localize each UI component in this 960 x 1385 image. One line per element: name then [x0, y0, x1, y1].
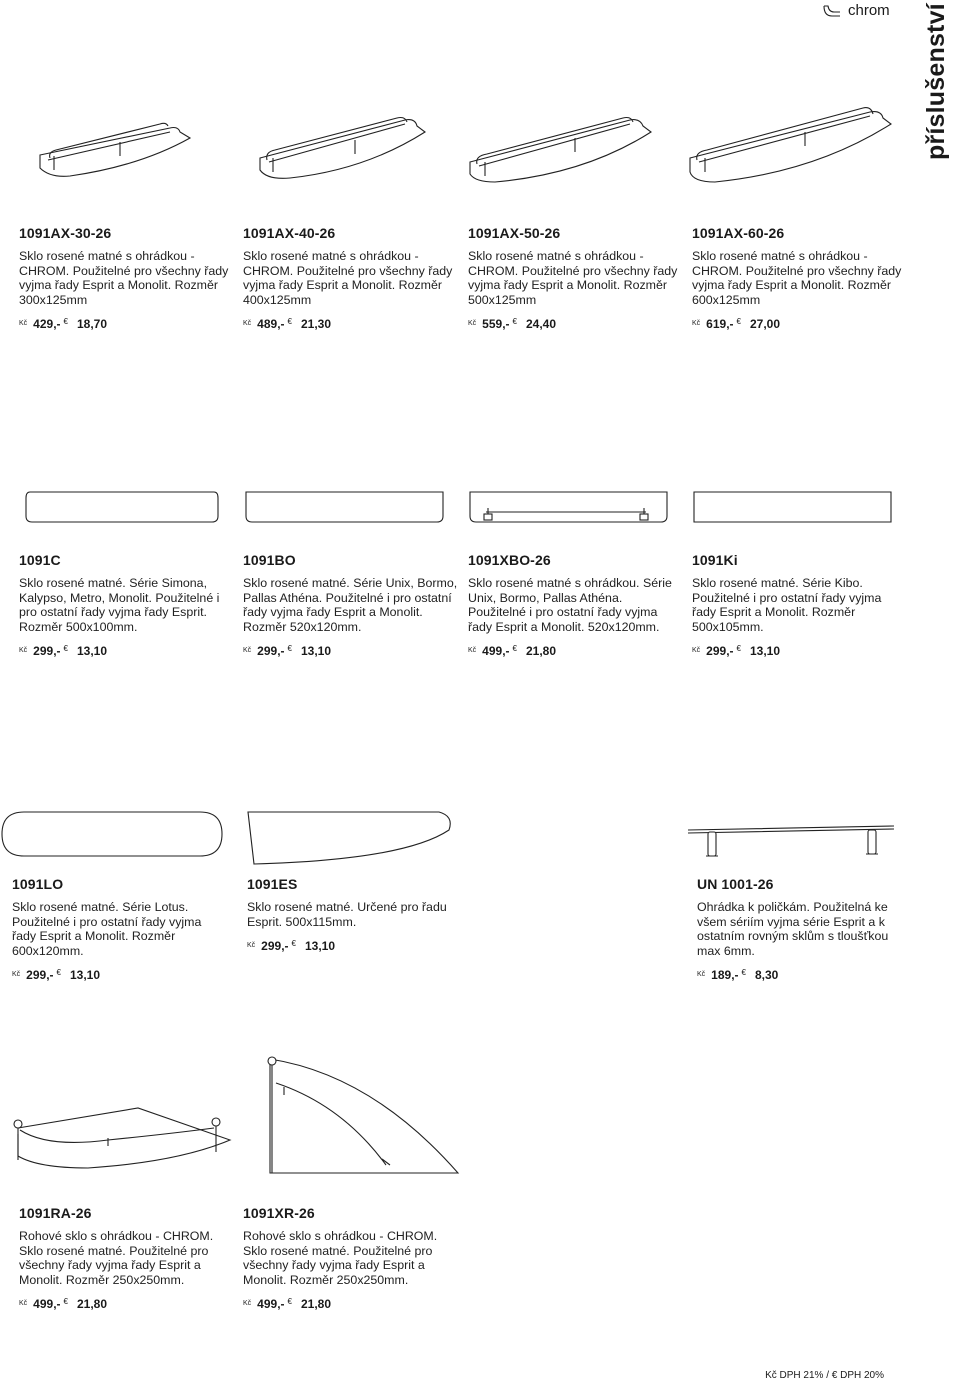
- product-code: 1091AX-30-26: [19, 225, 112, 241]
- product-1091bo: [243, 552, 458, 658]
- rounded-shelf-1091lo-image: [0, 808, 225, 860]
- product-price: Kč 619,- € 27,00: [692, 317, 781, 332]
- product-un1001-26: [697, 876, 912, 982]
- product-description: Sklo rosené matné s ohrádkou - CHROM. Použitelné pro všechny řady vyjma řady Esprit a Monolit. Rozměr 500x125mm: [468, 249, 678, 307]
- product-price: Kč 299,- € 13,10: [243, 644, 332, 659]
- product-description: Sklo rosené matné s ohrádkou - CHROM. Použitelné pro všechny řady vyjma řady Esprit a Monolit. Rozměr 600x125mm: [692, 249, 902, 307]
- shelf-rail-500-image: [465, 110, 665, 190]
- product-price: Kč 489,- € 21,30: [243, 317, 332, 332]
- shelf-rail-600-image: [685, 100, 905, 190]
- product-code: 1091LO: [12, 876, 64, 892]
- product-code: 1091C: [19, 552, 61, 568]
- product-1091c: [19, 552, 234, 658]
- product-1091ax-60-26: [692, 225, 907, 331]
- product-price: Kč 299,- € 13,10: [692, 644, 781, 659]
- product-code: 1091XBO-26: [468, 552, 551, 568]
- chrome-finish-icon: [822, 4, 842, 18]
- product-description: Sklo rosené matné. Určené pro řadu Esprit. 500x115mm.: [247, 900, 447, 929]
- product-1091ax-40-26: [243, 225, 458, 331]
- shelf-rail-300-image: [30, 110, 220, 190]
- section-title: příslušenství: [922, 3, 950, 160]
- corner-shelf-1091xr-image: [262, 1055, 462, 1180]
- product-code: UN 1001-26: [697, 876, 774, 892]
- product-code: 1091XR-26: [243, 1205, 315, 1221]
- product-description: Sklo rosené matné s ohrádkou. Série Unix, Bormo, Pallas Athéna. Použitelné i pro ostatní řady vyjma řady Esprit a Monolit. 520x120mm.: [468, 576, 672, 634]
- product-price: Kč 559,- € 24,40: [468, 317, 557, 332]
- finish-label: [822, 2, 890, 19]
- product-1091lo: [12, 876, 227, 982]
- product-code: 1091ES: [247, 876, 298, 892]
- corner-shelf-1091ra-image: [8, 1100, 233, 1175]
- vat-note: Kč DPH 21% / € DPH 20%: [765, 1370, 884, 1381]
- product-code: 1091AX-50-26: [468, 225, 561, 241]
- product-description: Ohrádka k poličkám. Použitelná ke všem sériím vyjma série Esprit a k ostatním rovným sklům s tloušťkou max 6mm.: [697, 900, 889, 958]
- product-description: Sklo rosené matné s ohrádkou - CHROM. Použitelné pro všechny řady vyjma řady Esprit a Monolit. Rozměr 300x125mm: [19, 249, 229, 307]
- product-description: Sklo rosené matné. Série Kibo. Použitelné i pro ostatní řady vyjma řady Esprit a Monolit. Rozměr 500x105mm.: [692, 576, 882, 634]
- product-1091ax-30-26: [19, 225, 234, 331]
- product-price: Kč 499,- € 21,80: [243, 1297, 332, 1312]
- product-code: 1091RA-26: [19, 1205, 92, 1221]
- product-1091ki: [692, 552, 907, 658]
- product-price: Kč 299,- € 13,10: [247, 939, 336, 954]
- product-price: Kč 499,- € 21,80: [19, 1297, 108, 1312]
- shelf-rail-400-image: [255, 110, 445, 190]
- product-code: 1091Ki: [692, 552, 738, 568]
- product-price: Kč 429,- € 18,70: [19, 317, 108, 332]
- product-description: Sklo rosené matné. Série Unix, Bormo, Pallas Athéna. Použitelné i pro ostatní řady vyjma řady Esprit a Monolit. Rozměr 520x120mm.: [243, 576, 458, 634]
- rail-un1001-image: [684, 820, 899, 870]
- product-description: Sklo rosené matné. Série Simona, Kalypso, Metro, Monolit. Použitelné i pro ostatní řady vyjma řady Esprit. Rozměr 500x100mm.: [19, 576, 220, 634]
- flat-shelf-1091ki-image: [690, 490, 895, 525]
- product-code: 1091AX-40-26: [243, 225, 336, 241]
- flat-shelf-1091bo-image: [242, 490, 447, 525]
- flat-shelf-1091c-image: [22, 490, 222, 525]
- product-1091es: [247, 876, 462, 953]
- product-code: 1091BO: [243, 552, 296, 568]
- product-price: Kč 499,- € 21,80: [468, 644, 557, 659]
- curved-shelf-1091es-image: [244, 808, 454, 868]
- product-description: Sklo rosené matné. Série Lotus. Použitelné i pro ostatní řady vyjma řady Esprit a Monolit. Rozměr 600x120mm.: [12, 900, 202, 958]
- product-description: Sklo rosené matné s ohrádkou - CHROM. Použitelné pro všechny řady vyjma řady Esprit a Monolit. Rozměr 400x125mm: [243, 249, 453, 307]
- product-price: Kč 299,- € 13,10: [19, 644, 108, 659]
- product-price: Kč 299,- € 13,10: [12, 968, 101, 983]
- flat-shelf-1091xbo-image: [466, 490, 671, 525]
- product-1091ax-50-26: [468, 225, 683, 331]
- product-1091ra-26: [19, 1205, 234, 1311]
- product-code: 1091AX-60-26: [692, 225, 785, 241]
- product-1091xbo-26: [468, 552, 683, 658]
- product-price: Kč 189,- € 8,30: [697, 968, 779, 983]
- product-description: Rohové sklo s ohrádkou - CHROM. Sklo rosené matné. Použitelné pro všechny řady vyjma řady Esprit a Monolit. Rozměr 250x250mm.: [243, 1229, 438, 1287]
- finish-text: chrom: [848, 2, 890, 19]
- product-description: Rohové sklo s ohrádkou - CHROM. Sklo rosené matné. Použitelné pro všechny řady vyjma řady Esprit a Monolit. Rozměr 250x250mm.: [19, 1229, 214, 1287]
- product-1091xr-26: [243, 1205, 458, 1311]
